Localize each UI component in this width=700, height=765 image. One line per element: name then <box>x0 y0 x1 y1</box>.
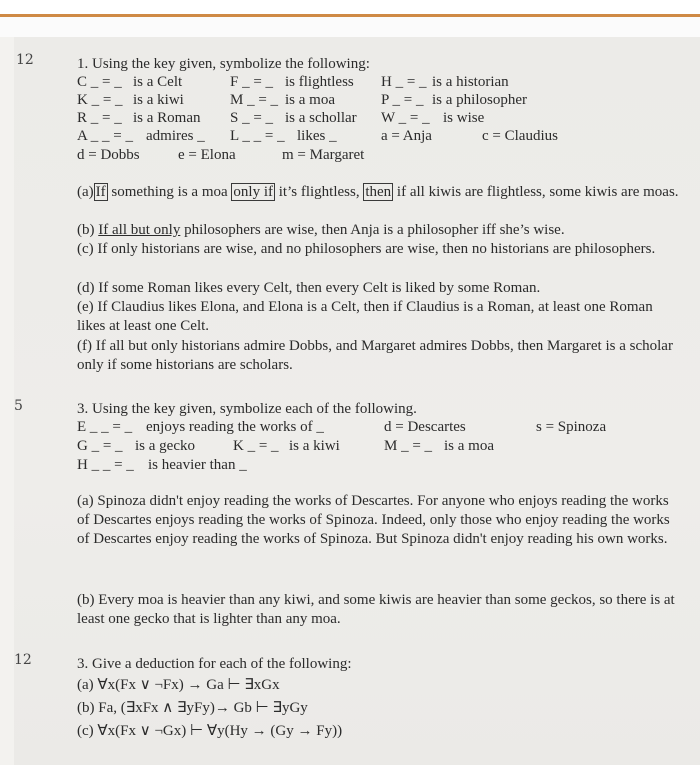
key3-sym-M: M _ = _ <box>384 438 433 454</box>
problem3a-heading: 3. Using the key given, symbolize each of the following. <box>77 401 417 417</box>
key3-desc-E: enjoys reading the works of _ <box>146 419 324 435</box>
key-sym-K: K _ = _ <box>77 92 123 108</box>
deduction-c: (c) ∀x(Fx ∨ ¬Gx) ⊢ ∀y(Hy → (Gy → Fy)) <box>77 723 343 739</box>
key3-desc-H: is heavier than _ <box>148 457 247 473</box>
margin-number-2: 5 <box>14 398 23 414</box>
problem3b-heading: 3. Give a deduction for each of the following: <box>77 656 352 672</box>
key-sym-C: C _ = _ <box>77 74 122 90</box>
key-desc-L: likes _ <box>297 128 337 144</box>
key-sym-S: S _ = _ <box>230 110 274 126</box>
problem1-item-c: (c) If only historians are wise, and no philosophers are wise, then no historians are philosophers. <box>77 241 656 257</box>
item-b-underlined: If all but only <box>98 222 181 238</box>
key-const-a: a = Anja <box>381 128 432 144</box>
item-b-prefix: (b) <box>77 222 99 238</box>
boxed-only-if: only if <box>233 184 273 200</box>
key-const-c: c = Claudius <box>482 128 558 144</box>
deduction-a: (a) ∀x(Fx ∨ ¬Fx) → Ga ⊢ ∃xGx <box>77 677 280 693</box>
problem1-item-e: (e) If Claudius likes Elona, and Elona is a Celt, then if Claudius is a Roman, at least one Roman likes at least one Celt. <box>77 299 653 334</box>
item-b-rest: philosophers are wise, then Anja is a philosopher iff she’s wise. <box>180 222 565 238</box>
margin-number-3: 12 <box>14 652 32 668</box>
key3-sym-H: H _ _ = _ <box>77 457 134 473</box>
problem3a-item-b: (b) Every moa is heavier than any kiwi, and some kiwis are heavier than some geckos, so there is at least one gecko that is lighter than any moa. <box>77 592 675 627</box>
problem1-item-b <box>77 221 682 240</box>
boxed-then: then <box>365 184 392 200</box>
item-a-prefix: (a) <box>77 184 94 200</box>
key3-sym-E: E _ _ = _ <box>77 419 133 435</box>
key-desc-R: is a Roman <box>133 110 201 126</box>
key-const-m: m = Margaret <box>282 147 365 163</box>
item-a-text3: if all kiwis are flightless, some kiwis are moas. <box>393 184 679 200</box>
key3-desc-K: is a kiwi <box>289 438 340 454</box>
key3-const-s: s = Spinoza <box>536 419 607 435</box>
item-a-text2: it’s flightless, <box>275 184 364 200</box>
key-desc-S: is a schollar <box>285 110 357 126</box>
key3-desc-G: is a gecko <box>135 438 195 454</box>
top-gap <box>0 17 700 37</box>
key-const-e: e = Elona <box>178 147 236 163</box>
problem1-heading: 1. Using the key given, symbolize the following: <box>77 56 370 72</box>
key-sym-W: W _ = _ <box>381 110 430 126</box>
key-sym-H: H _ = _ <box>381 74 427 90</box>
key-sym-M: M _ = _ <box>230 92 279 108</box>
key-sym-R: R _ = _ <box>77 110 122 126</box>
key-desc-K: is a kiwi <box>133 92 184 108</box>
top-bar <box>0 0 700 14</box>
key-sym-A: A _ _ = _ <box>77 128 133 144</box>
key-desc-A: admires _ <box>146 128 205 144</box>
key-const-d: d = Dobbs <box>77 147 140 163</box>
deduction-b: (b) Fa, (∃xFx ∧ ∃yFy)→ Gb ⊢ ∃yGy <box>77 700 308 716</box>
margin-number-1: 12 <box>16 52 34 68</box>
key-desc-C: is a Celt <box>133 74 183 90</box>
problem3a-item-a: (a) Spinoza didn't enjoy reading the works of Descartes. For anyone who enjoys reading the works of Descartes enjoys reading the works of Spinoza. Indeed, only those who enjoy reading the works of Descartes enjoy reading the works of Spinoza. But Spinoza didn't enjoy reading his own works. <box>77 493 670 547</box>
key3-desc-M: is a moa <box>444 438 494 454</box>
problem1-item-d: (d) If some Roman likes every Celt, then every Celt is liked by some Roman. <box>77 280 541 296</box>
item-a-text1: something is a moa <box>107 184 232 200</box>
key-desc-M: is a moa <box>285 92 335 108</box>
problem1-item-f: (f) If all but only historians admire Dobbs, and Margaret admires Dobbs, then Margaret is a scholar only if some historians are scholars. <box>77 338 673 373</box>
key-sym-P: P _ = _ <box>381 92 424 108</box>
boxed-if: If <box>95 184 106 200</box>
key3-sym-K: K _ = _ <box>233 438 279 454</box>
key-desc-F: is flightless <box>285 74 354 90</box>
problem1-item-a <box>77 183 682 202</box>
key-sym-F: F _ = _ <box>230 74 274 90</box>
key3-sym-G: G _ = _ <box>77 438 123 454</box>
key-desc-P: is a philosopher <box>432 92 527 108</box>
key-desc-W: is wise <box>443 110 485 126</box>
key-sym-L: L _ _ = _ <box>230 128 285 144</box>
key-desc-H: is a historian <box>432 74 509 90</box>
key3-const-d: d = Descartes <box>384 419 466 435</box>
